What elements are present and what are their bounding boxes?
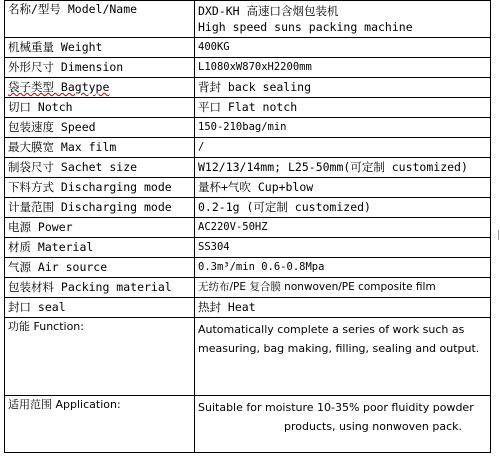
row-value-seal: 热封 Heat bbox=[195, 298, 491, 318]
row-label-bagtype bbox=[5, 78, 195, 98]
row-value-sachet-size: W12/13/14mm; L25-50mm(可定制 customized) bbox=[195, 158, 491, 178]
row-value-application bbox=[195, 396, 491, 453]
model-name-cn: DXD-KH 高速口含烟包装机 bbox=[198, 4, 339, 18]
row-value-model bbox=[195, 1, 491, 38]
bagtype-label-text: 袋子类型 Bagtype bbox=[8, 80, 110, 94]
row-label-discharging: 下料方式 Discharging mode bbox=[5, 178, 195, 198]
table-row bbox=[5, 158, 491, 178]
row-value-speed: 150-210bag/min bbox=[195, 118, 491, 138]
row-value-material: SS304 bbox=[195, 238, 491, 258]
row-label-notch: 切口 Notch bbox=[5, 98, 195, 118]
row-value-dimension: L1080xW870xH2200mm bbox=[195, 58, 491, 78]
row-label-weight: 机械重量 Weight bbox=[5, 38, 195, 58]
table-row bbox=[5, 238, 491, 258]
row-value-discharging: 量杯+气吹 Cup+blow bbox=[195, 178, 491, 198]
table-row bbox=[5, 118, 491, 138]
row-value-max-film: / bbox=[195, 138, 491, 158]
table-row bbox=[5, 318, 491, 396]
table-row bbox=[5, 258, 491, 278]
row-label-packing-material: 包装材料 Packing material bbox=[5, 278, 195, 298]
table-row bbox=[5, 38, 491, 58]
row-value-measuring-range: 0.2-1g (可定制 customized) bbox=[195, 198, 491, 218]
row-label-speed: 包装速度 Speed bbox=[5, 118, 195, 138]
row-label-power: 电源 Power bbox=[5, 218, 195, 238]
table-row bbox=[5, 1, 491, 38]
table-row bbox=[5, 138, 491, 158]
row-value-bagtype: 背封 back sealing bbox=[195, 78, 491, 98]
row-value-power: AC220V-50HZ bbox=[195, 218, 491, 238]
row-label-model: 名称/型号 Model/Name bbox=[5, 1, 195, 38]
application-line-1: Suitable for moisture 10-35% poor fluidity powder bbox=[198, 401, 474, 414]
row-label-max-film: 最大膜宽 Max film bbox=[5, 138, 195, 158]
row-value-weight: 400KG bbox=[195, 38, 491, 58]
row-label-seal: 封口 seal bbox=[5, 298, 195, 318]
spec-table bbox=[4, 0, 491, 453]
table-row bbox=[5, 98, 491, 118]
row-label-application: 适用范围 Application: bbox=[5, 396, 195, 453]
row-value-air-source: 0.3m³/min 0.6-0.8Mpa bbox=[195, 258, 491, 278]
row-value-packing-material: 无纺布/PE 复合膜 nonwoven/PE composite film bbox=[195, 278, 491, 298]
table-row bbox=[5, 178, 491, 198]
row-label-dimension: 外形尺寸 Dimension bbox=[5, 58, 195, 78]
row-label-material: 材质 Material bbox=[5, 238, 195, 258]
row-label-function: 功能 Function: bbox=[5, 318, 195, 396]
table-row bbox=[5, 278, 491, 298]
table-row bbox=[5, 78, 491, 98]
row-label-measuring-range: 计量范围 Discharging mode bbox=[5, 198, 195, 218]
table-row bbox=[5, 298, 491, 318]
row-label-sachet-size: 制袋尺寸 Sachet size bbox=[5, 158, 195, 178]
row-value-function: Automatically complete a series of work such as measuring, bag making, filling, sealing and output. bbox=[195, 318, 491, 396]
page-edge-mark bbox=[495, 230, 499, 240]
row-value-notch: 平口 Flat notch bbox=[195, 98, 491, 118]
row-label-air-source: 气源 Air source bbox=[5, 258, 195, 278]
table-row bbox=[5, 396, 491, 453]
application-line-2: products, using nonwoven pack. bbox=[284, 420, 463, 433]
table-row bbox=[5, 198, 491, 218]
table-row bbox=[5, 58, 491, 78]
table-row bbox=[5, 218, 491, 238]
model-name-en: High speed suns packing machine bbox=[198, 20, 413, 34]
